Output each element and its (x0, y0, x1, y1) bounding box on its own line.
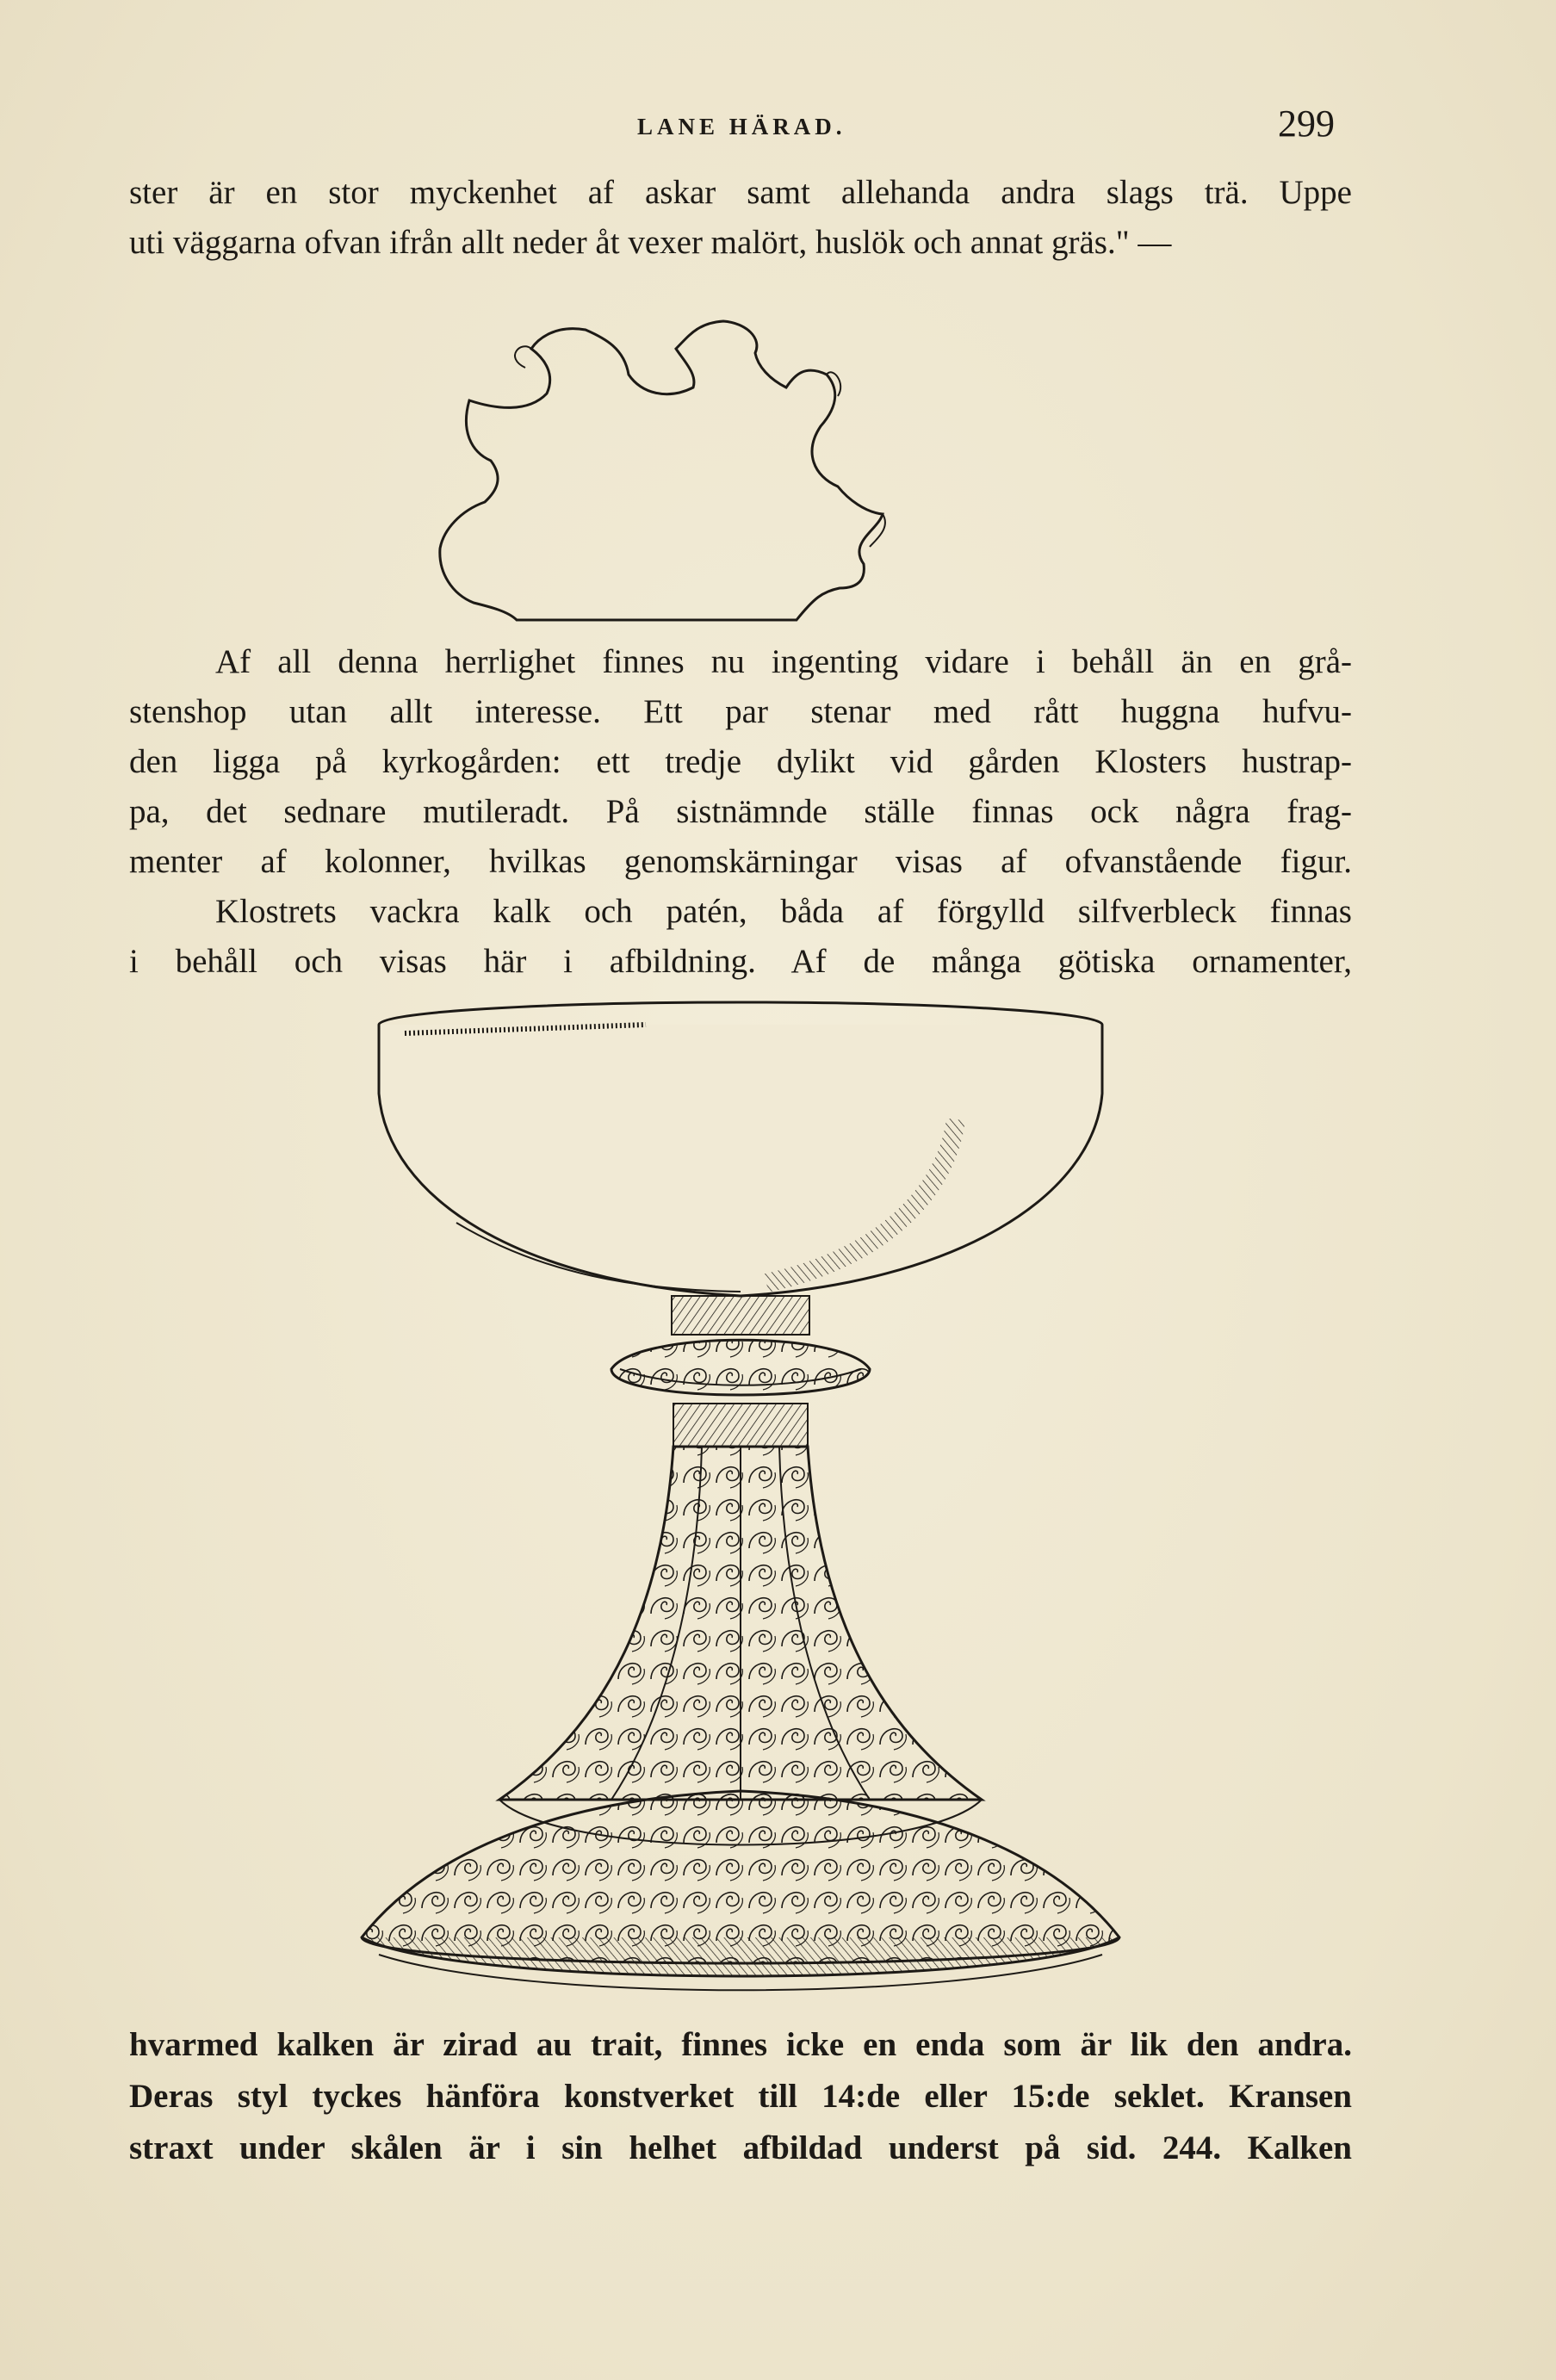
text-line: Klostrets vackra kalk och patén, båda af förgylld silfverbleck finnas (215, 893, 1352, 930)
running-title: LANE HÄRAD. (637, 114, 846, 139)
paragraph-middle (129, 637, 1352, 987)
text-line: stenshop utan allt interesse. Ett par stenar med rått huggna hufvu- (129, 693, 1352, 730)
text-line: Af all denna herrlighet finnes nu ingenting vidare i behåll än en grå- (215, 643, 1352, 680)
page-number: 299 (1278, 102, 1335, 145)
text-line: ster är en stor myckenhet af askar samt allehanda andra slags trä. Uppe (129, 174, 1352, 211)
text-line: straxt under skålen är i sin helhet afbildad underst på sid. 244. Kalken (129, 2129, 1352, 2166)
column-section-drawing (435, 314, 1055, 633)
text-line: i behåll och visas här i afbildning. Af de många götiska ornamenter, (129, 943, 1352, 980)
paragraph-top (129, 168, 1352, 268)
text-line: menter af kolonner, hvilkas genomskärningar visas af ofvanstående figur. (129, 843, 1352, 880)
text-line: hvarmed kalken är zirad au trait, finnes icke en enda som är lik den andra. (129, 2026, 1352, 2063)
text-line: pa, det sednare mutileradt. På sistnämnde ställe finnas ock några frag- (129, 793, 1352, 830)
column-section-figure (435, 314, 1055, 633)
text-line: den ligga på kyrkogården: ett tredje dylikt vid gården Klosters hustrap- (129, 743, 1352, 780)
chalice-drawing (353, 999, 1128, 2006)
text-line: Deras styl tyckes hänföra konstverket till 14:de eller 15:de seklet. Kransen (129, 2078, 1352, 2115)
chalice-figure (353, 999, 1128, 2006)
running-head (0, 102, 1556, 145)
text-line: uti väggarna ofvan ifrån allt neder åt vexer malört, huslök och annat gräs." — (129, 224, 1172, 261)
paragraph-bottom (129, 2019, 1352, 2174)
